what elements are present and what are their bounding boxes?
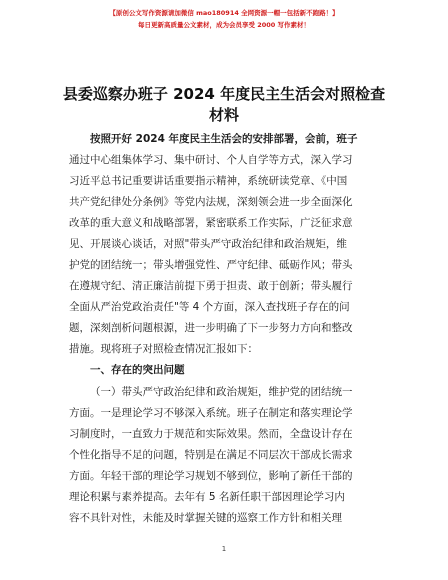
body-line: 个性化指导不足的问题，特别是在满足不同层次干部成长需求 [69, 449, 353, 461]
body-line: 按照开好 2024 年度民主生活会的安排部署，会前，班子 [90, 133, 358, 145]
body-line: 改革的重大意义和战略部署，紧密联系工作实际，广泛征求意 [69, 217, 353, 229]
body-line: 容不具针对性，未能及时掌握关键的巡察工作方针和相关理 [69, 512, 342, 524]
section-heading: 一、存在的突出问题 [90, 364, 185, 376]
body-line: 全面从严治党政治责任"等 4 个方面，深入查找班子存在的问 [69, 301, 350, 313]
promo-banner-line-2: 每日更新高质量公文素材，成为会员享受 2000 写作素材！ [137, 21, 311, 29]
body-line: 题，深刻剖析问题根源，进一步明确了下一步努力方向和整改 [69, 322, 353, 334]
body-line: 习近平总书记重要讲话重要指示精神，系统研读党章、《中国 [69, 175, 348, 187]
promo-banner-line-1: 【原创公文写作资源请加微信 mao180914 全网资源一帽一包括新不跑路！】 [109, 9, 339, 17]
body-line: 护党的团结统一；带头增强党性、严守纪律、砥砺作风；带头 [69, 259, 353, 271]
subsection-line: （一）带头严守政治纪律和政治规矩，维护党的团结统一 [90, 386, 353, 398]
document-title-line-2: 材料 [208, 106, 239, 124]
body-line: 方面。一是理论学习不够深入系统。班子在制定和落实理论学 [69, 407, 353, 419]
body-line: 方面。年轻干部的理论学习规划不够到位，影响了新任干部的 [69, 470, 353, 482]
body-line: 措施。现将班子对照检查情况汇报如下： [69, 343, 258, 355]
body-line: 共产党纪律处分条例》等党内法规，深刻领会进一步全面深化 [69, 196, 353, 208]
document-title-line-1: 县委巡察办班子 2024 年度民主生活会对照检查 [62, 85, 386, 103]
body-line: 习制度时，一直致力于规范和实际效果。然而，全盘设计存在 [69, 428, 353, 440]
body-line: 理论积累与素养提高。去年有 5 名新任职干部因理论学习内 [69, 491, 345, 503]
body-line: 见、开展谈心谈话，对照"带头严守政治纪律和政治规矩，维 [69, 238, 347, 250]
body-line: 在遵规守纪、清正廉洁前提下勇于担责、敢于创新；带头履行 [69, 280, 353, 292]
page-number: 1 [221, 545, 227, 553]
body-line: 通过中心组集体学习、集中研讨、个人自学等方式，深入学习 [69, 154, 353, 166]
